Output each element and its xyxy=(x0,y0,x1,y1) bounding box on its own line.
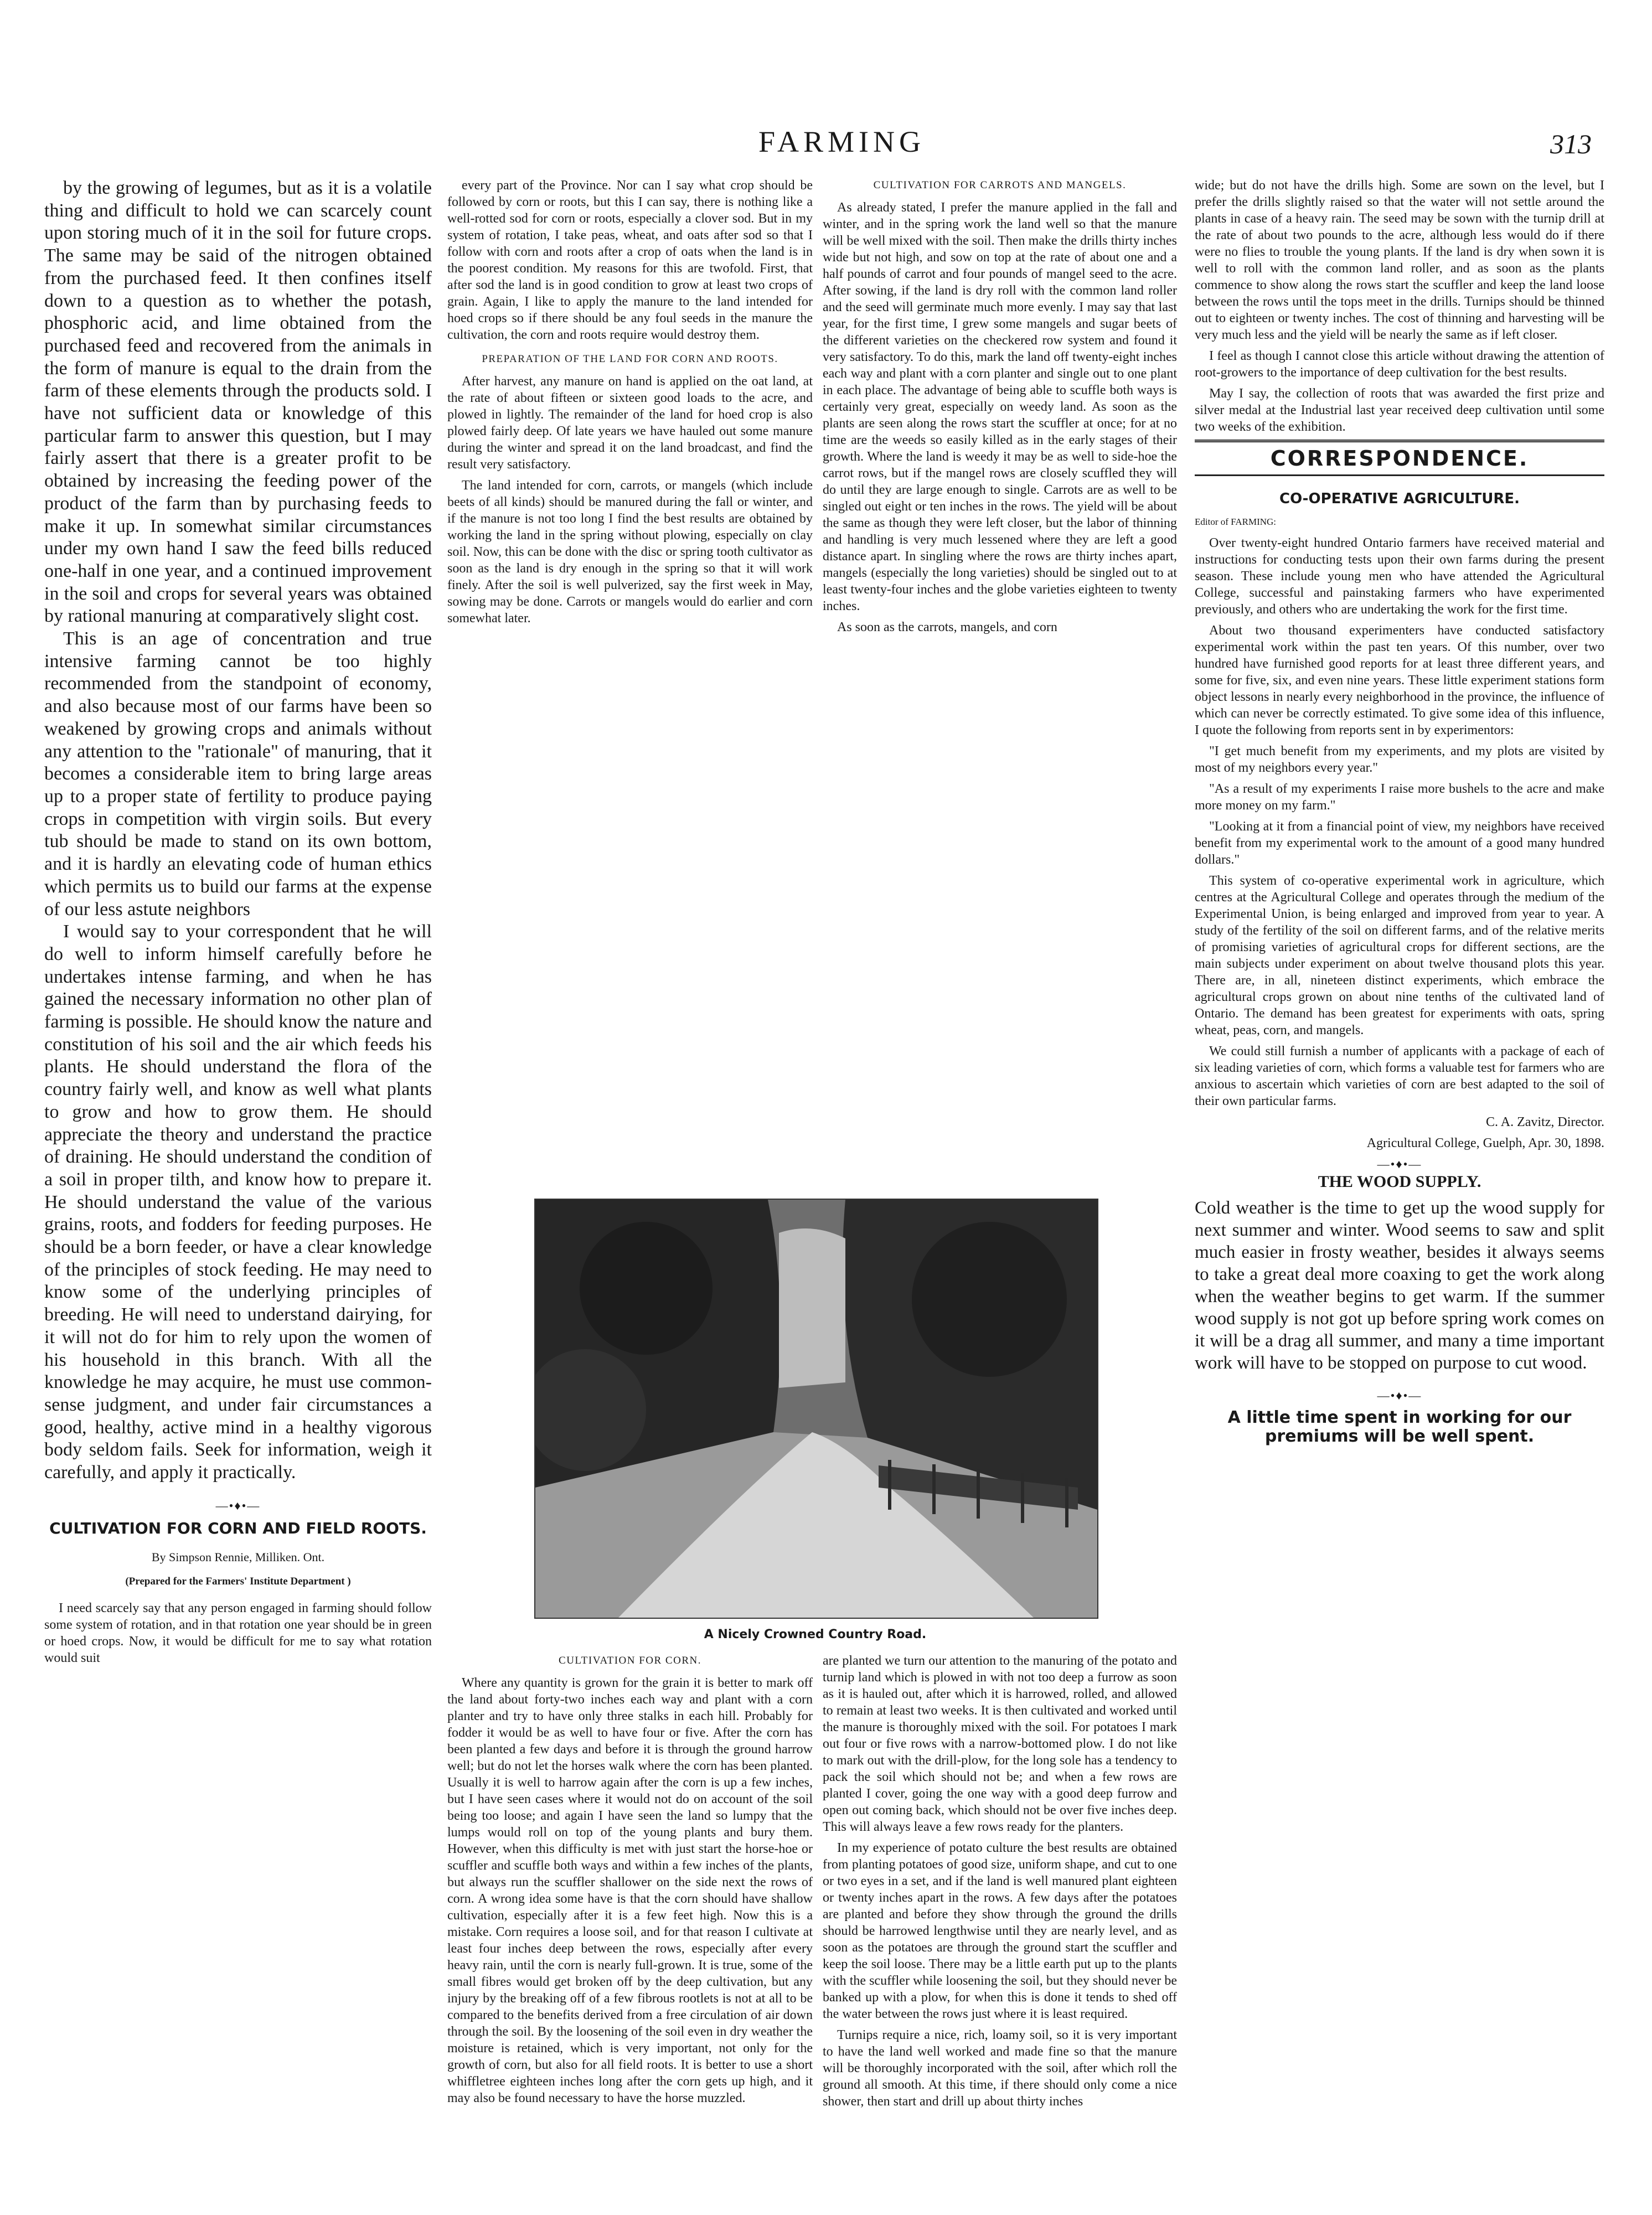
col3b-paragraph-2: In my experience of potato culture the best results are obtained from planting potatoes of good size, uniform shape, and cut to one or two eyes in a set, and if the land is well manured plant eighteen or twenty inches apart in the rows. A few days after the potatoes are planted and before they show through the ground the drills should be harrowed lengthwise until they are nearly level, and as soon as the potatoes are through the ground start the scuffler and keep the soil loose. There may be a little earth put up to the plants with the scuffler while loosening the soil, but they should never be banked up with a plow, for when this is done it tends to shed off the water between the rows just where it is least required. xyxy=(823,1841,1177,2021)
separator-ornament-3: —•♦•— xyxy=(1377,1388,1422,1402)
running-title: FARMING xyxy=(758,125,926,158)
premiums-promo: A little time spent in working for our premiums will be well spent. xyxy=(1227,1408,1572,1446)
signature-place-date: Agricultural College, Guelph, Apr. 30, 1898. xyxy=(1366,1136,1604,1150)
col3b-paragraph-3: Turnips require a nice, rich, loamy soil, so it is very important to have the land well worked and made fine so that the manure will be thoroughly incorporated with the soil, after which roll the ground all smooth. At this time, if there should only come a nice shower, then start and drill up about thirty inches xyxy=(823,2028,1177,2109)
col1-paragraph-1: by the growing of legumes, but as it is a volatile thing and difficult to hold we can scarcely count upon storing much of it in the soil for future crops. The same may be said of the nitrogen obtained from the purchased feed. It then confines itself down to a question as to whether the potash, phosphoric acid, and lime obtained from the purchased feed and recovered from the animals in the form of manure is equal to the drain from the farm of these elements through the products sold. I have not sufficient data or knowledge of this particular farm to answer this question, but I may fairly assert that there is a greater profit to be obtained by increasing the feeding power of the product of the farm than by purchasing feeds to make it up. In somewhat similar circumstances under my own hand I saw the feed bills reduced one-half in one year, and a continued improvement in the soil and crops for several years was obtained by rational manuring at comparatively slight cost. xyxy=(44,178,432,627)
col3b-paragraph-1: are planted we turn our attention to the manuring of the potato and turnip land which is plowed in with not too deep a furrow as soon as it is hauled out, after which it is harrowed, rolled, and allowed to remain at least two weeks. It is then cultivated and worked until the manure is thoroughly mixed with the soil. For potatoes I mark out four or five rows with a narrow-bottomed plow. I do not like to mark out with the drill-plow, for the long sole has a tendency to pack the soil which should not be; and when a few rows are planted I cover, going the one way with a good deep furrow and open out coming back, which should not be over five inches deep. This will always leave a few rows ready for the planters. xyxy=(823,1654,1177,1834)
column-2-bottom xyxy=(447,1653,813,2134)
subhead-preparation: PREPARATION OF THE LAND FOR CORN AND ROOTS. xyxy=(482,353,778,365)
col2-paragraph-1: every part of the Province. Nor can I say what crop should be followed by corn or roots, but this I can say, there is nothing like a well-rotted sod for corn or roots, especially a clover sod. But in my system of rotation, I take peas, wheat, and oats after sod so that I follow with corn and roots after a crop of oats when the land is in the poorest condition. My reasons for this are twofold. First, that after sod the land is in good condition to grow at least two crops of grain. Again, I like to apply the manure to the land intended for hoed crops so if there should be any foul seeds in the manure the cultivation, the corn and roots require would destroy them. xyxy=(447,178,813,342)
col4-paragraph-2: I feel as though I cannot close this article without drawing the attention of root-growers to the importance of deep cultivation for the best results. xyxy=(1195,349,1604,380)
article-title: CULTIVATION FOR CORN AND FIELD ROOTS. xyxy=(49,1519,427,1537)
article-byline: By Simpson Rennie, Milliken. Ont. xyxy=(151,1550,325,1564)
correspondence-heading: CORRESPONDENCE. xyxy=(1195,440,1604,476)
editor-salutation: Editor of FARMING: xyxy=(1195,517,1277,527)
coop-paragraph-3: This system of co-operative experimental work in agriculture, which centres at the Agricultural College and operates through the medium of the Experimental Union, is being enlarged and improved from year to year. A study of the fertility of the soil on different farms, and of the relative merits of promising varieties of agricultural crops for different sections, are the main subjects under experiment on about twelve thousand plots this year. There are, in all, nineteen distinct experiments, which embrace the agricultural crops grown on about nine tenths of the cultivated land of Ontario. The demand has been greatest for experiments with oats, spring wheat, peas, corn, and mangels. xyxy=(1195,874,1604,1037)
coop-quote-2: "As a result of my experiments I raise more bushels to the acre and make more money on my farm." xyxy=(1195,782,1604,813)
signature-name: C. A. Zavitz, Director. xyxy=(1486,1115,1604,1129)
separator-ornament-2: —•♦•— xyxy=(1377,1157,1422,1171)
column-3-top xyxy=(823,177,1177,1174)
column-4 xyxy=(1195,177,1604,2137)
column-1 xyxy=(44,177,432,2109)
coop-paragraph-1: Over twenty-eight hundred Ontario farmers have received material and instructions for conducting tests upon their own farms during the present season. These include young men who have attended the Agricultural College, successful and painstaking farmers who have experimented previously, and others who are undertaking the work for the first time. xyxy=(1195,536,1604,617)
coop-agriculture-title: CO-OPERATIVE AGRICULTURE. xyxy=(1279,490,1520,507)
road-illustration xyxy=(535,1200,1097,1618)
separator-ornament: —•♦•— xyxy=(215,1498,261,1512)
col2-paragraph-2: After harvest, any manure on hand is applied on the oat land, at the rate of about fifteen or sixteen good loads to the acre, and plowed in lightly. The remainder of the land for hoed crop is also plowed fairly deep. Of late years we have hauled out some manure during the winter and spread it on the land broadcast, and find the result very satisfactory. xyxy=(447,374,813,472)
col2b-paragraph-1: Where any quantity is grown for the grain it is better to mark off the land about forty-two inches each way and plant with a corn planter and try to have only three stalks in each hill. Probably for fodder it would be as well to have four or five. After the corn has been planted a few days and before it is through the ground harrow well; but do not let the horses walk where the corn has been planted. Usually it is well to harrow again after the corn is up a few inches, but I have seen cases where it would not do on account of the soil being too loose; and again I have seen the land so lumpy that the lumps would roll on top of the young plants and bury them. However, when this difficulty is met with just start the horse-hoe or scuffler and scuffle both ways and within a few inches of the plants, but always run the scuffler shallower on the side next the rows of corn. A wrong idea some have is that the corn should have shallow cultivation, especially after it is a few feet high. Now this is a mistake. Corn requires a loose soil, and for that reason I cultivate at least four inches deep between the rows, especially after every heavy rain, until the corn is nearly full-grown. It is true, some of the small fibres would get broken off by the deep cultivation, but any injury by the breaking off of a few fibrous rootlets is not at all to be compared to the benefits derived from a free circulation of air down through the soil. By the loosening of the soil even in dry weather the moisture is retained, which is very important, not only for the growth of corn, but also for all field roots. It is better to use a short whiffletree eighteen inches long after the corn gets up high, and it may also be found necessary to have the horse muzzled. xyxy=(447,1676,813,2105)
coop-paragraph-2: About two thousand experimenters have conducted satisfactory experimental work within the past ten years. Of this number, over two hundred have furnished good reports for at least three different years, and some for five, six, and even nine years. These little experiment stations form object lessons in nearly every neighborhood in the province, the influence of which can never be correctly estimated. To give some idea of this influence, I quote the following from reports sent in by experimentors: xyxy=(1195,623,1604,737)
coop-paragraph-4: We could still furnish a number of applicants with a package of each of six leading varieties of corn, which forms a valuable test for farmers who are anxious to ascertain which varieties of corn are best adapted to the soil of their own particular farms. xyxy=(1195,1044,1604,1108)
country-road-photo xyxy=(534,1199,1098,1619)
col4-paragraph-1: wide; but do not have the drills high. Some are sown on the level, but I prefer the drills slightly raised so that the water will not settle around the plants in case of a heavy rain. The seed may be sown with the turnip drill at the rate of about two pounds to the acre, although less would do if there were no flies to trouble the young plants. If the land is dry when sown it is well to roll with the common land roller, and as soon as the plants commence to show along the rows start the scuffler and keep the land loose between the rows until the tops meet in the drills. Turnips should be thinned out to eighteen or twenty inches. The cost of thinning and harvesting will be very much less and the yield will be nearly the same as if left closer. xyxy=(1195,178,1604,342)
col2-paragraph-3: The land intended for corn, carrots, or mangels (which include beets of all kinds) should be manured during the fall or winter, and if the manure is not too long I find the best results are obtained by working the land in the spring without plowing, especially on clay soil. Now, this can be done with the disc or spring tooth cultivator as soon as the land is dry enough in the spring so that it will work finely. After the soil is well pulverized, say the first week in May, sowing may be done. Carrots or mangels would do earlier and corn somewhat later. xyxy=(447,478,813,626)
page-number: 313 xyxy=(1550,128,1592,159)
col3-paragraph-1: As already stated, I prefer the manure applied in the fall and winter, and in the spring work the land well so that the manure will be well mixed with the soil. Then make the drills thirty inches wide but not high, and sow on top at the rate of about one and a half pounds of carrot and four pounds of mangel seed to the acre. After sowing, if the land is dry roll with the common land roller and the seed will germinate much more evenly. I may say that last year, for the first time, I grew some mangels and sugar beets of the different varieties on the checkered row system and found it very satisfactory. To do this, mark the land off twenty-eight inches each way and plant with a corn planter and single out to one plant in each place. The advantage of being able to scuffle both ways is certainly very great, especially on weedy land. As soon as the plants are seen along the rows start the scuffler at once; for at no time are the weeds so easily killed as in the early stages of their growth. Where the land is weedy it may be as well to side-hoe the carrot rows, but if the mangel rows are closely scuffled they will do until they are large enough to single. Carrots are as well to be singled out eight or ten inches in the rows. The yield will be about the same as though they were left closer, but the labor of thinning and handling is very much lessened where they are left a good distance apart. In singling where the rows are thirty inches apart, mangels (especially the long varieties) should be singled out to at least twenty-four inches and the globe varieties eighteen to twenty inches. xyxy=(823,200,1177,613)
col1-paragraph-2: This is an age of concentration and true intensive farming cannot be too highly recommended from the standpoint of economy, and also because most of our farms have been so weakened by growing crops and animals without any attention to the "rationale" of manuring, that it becomes a considerable item to bring large areas up to a proper state of fertility to produce paying crops in competition with virgin soils. But every tub should be made to stand on its own bottom, and it is hardly an elevating code of human ethics which permits us to build our farms at the expense of our less astute neighbors xyxy=(44,628,432,920)
coop-quote-3: "Looking at it from a financial point of view, my neighbors have received benefit from my experimental work to the amount of a good many hundred dollars." xyxy=(1195,819,1604,867)
col3-paragraph-2: As soon as the carrots, mangels, and corn xyxy=(837,620,1057,634)
photo-caption: A Nicely Crowned Country Road. xyxy=(704,1628,927,1641)
coop-quote-1: "I get much benefit from my experiments, and my plots are visited by most of my neighbors every year." xyxy=(1195,744,1604,775)
article-prepared-note: (Prepared for the Farmers' Institute Department ) xyxy=(125,1576,351,1588)
subhead-corn: CULTIVATION FOR CORN. xyxy=(559,1655,701,1666)
wood-supply-title: THE WOOD SUPPLY. xyxy=(1318,1173,1481,1191)
col4-paragraph-3: May I say, the collection of roots that was awarded the first prize and silver medal at the Industrial last year received deep cultivation until some two weeks of the exhibition. xyxy=(1195,386,1604,434)
article-intro: I need scarcely say that any person engaged in farming should follow some system of rotation, and in that rotation one year should be in green or hoed crops. Now, it would be difficult for me to say what rotation would suit xyxy=(44,1601,432,1666)
running-header xyxy=(44,125,1594,174)
wood-supply-text: Cold weather is the time to get up the wood supply for next summer and winter. Wood seems to saw and split much easier in frosty weather, besides it always seems to take a great deal more coaxing to get the work along when the weather begins to get warm. If the summer wood supply is not got up before spring work comes on it will be a drag all summer, and many a time important work will have to be stopped on purpose to cut wood. xyxy=(1195,1198,1604,1373)
column-3-bottom xyxy=(823,1653,1177,2134)
column-2-top xyxy=(447,177,813,1174)
subhead-carrots-mangels: CULTIVATION FOR CARROTS AND MANGELS. xyxy=(873,179,1127,191)
col1-paragraph-3: I would say to your correspondent that he will do well to inform himself carefully before he undertakes intense farming, and when he has gained the necessary information no other plan of farming is possible. He should know the nature and constitution of his soil and the air which feeds his plants. He should understand the flora of the country fairly well, and know as well what plants to grow and how to grow them. He should appreciate the theory and understand the practice of draining. He should understand the condition of a soil in proper tilth, and know how to prepare it. He should understand the value of the various grains, roots, and fodders for feeding purposes. He should be a born feeder, or have a clear knowledge of the principles of stock feeding. He may need to know some of the underlying principles of breeding. He will need to understand dairying, for it will not do for him to rely upon the women of his household in this branch. With all the knowledge he may acquire, he must use common-sense judgment, and under fair circumstances a good, healthy, active mind in a healthy vigorous body seldom fails. Seek for information, weigh it carefully, and apply it practically. xyxy=(44,921,432,1483)
